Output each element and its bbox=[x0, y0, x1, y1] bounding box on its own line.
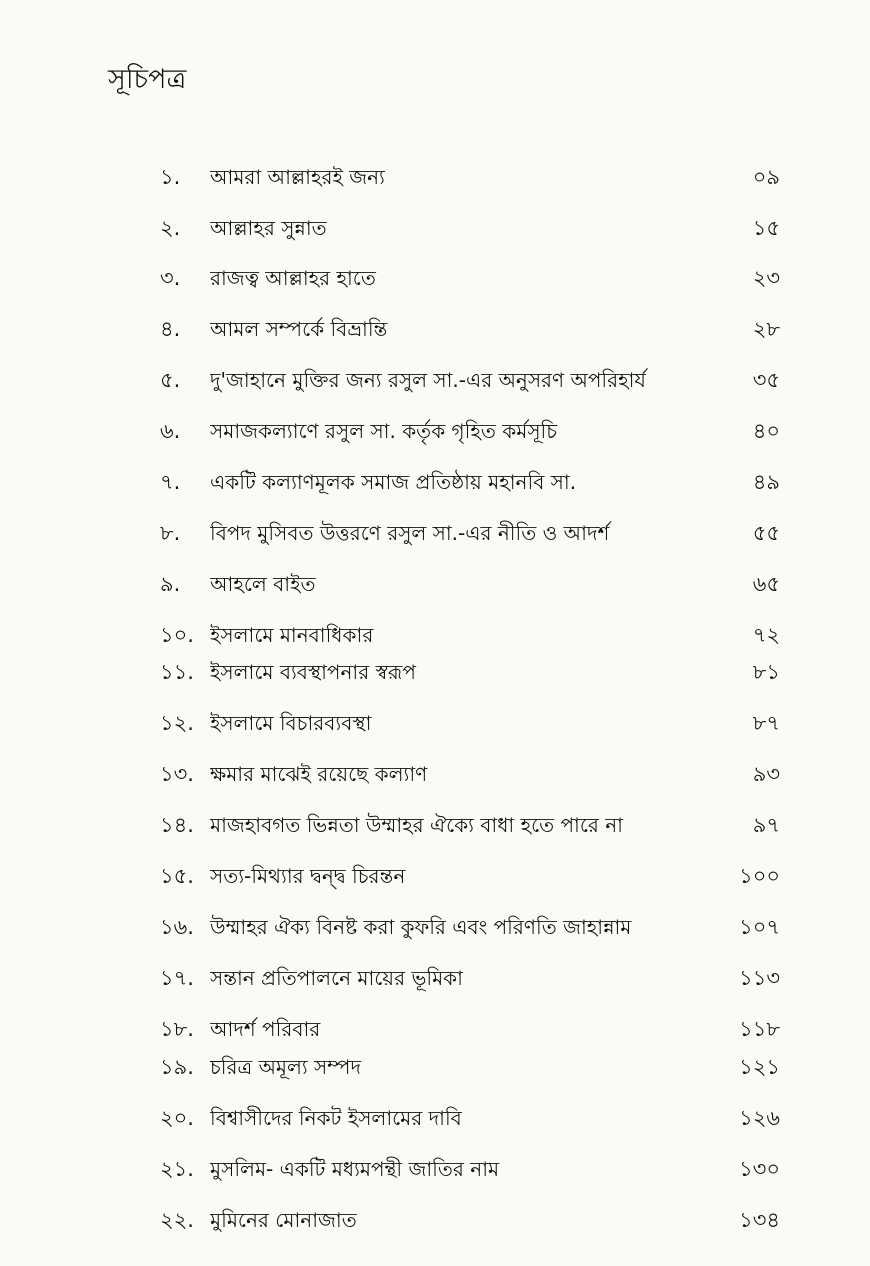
toc-title: উম্মাহর ঐক্য বিনষ্ট করা কুফরি এবং পরিণতি জাহান্নাম bbox=[210, 915, 632, 939]
toc-page-number: ১১৮ bbox=[739, 1017, 780, 1041]
toc-page-number: ৯৩ bbox=[752, 762, 780, 786]
toc-title: বিপদ মুসিবত উত্তরণে রসুল সা.-এর নীতি ও আদর্শ bbox=[210, 521, 610, 545]
toc-row bbox=[160, 1203, 780, 1237]
toc-page-number: ৬৫ bbox=[752, 572, 780, 596]
toc-row bbox=[160, 910, 780, 944]
toc-page-number: ১৩০ bbox=[739, 1157, 780, 1181]
toc-title: দু'জাহানে মুক্তির জন্য রসুল সা.-এর অনুসরণ অপরিহার্য bbox=[210, 368, 646, 392]
toc-number: ১৩. bbox=[160, 762, 194, 786]
toc-page-number: ২৮ bbox=[752, 317, 780, 341]
toc-number: ১. bbox=[160, 165, 181, 189]
toc-page-number: ৮৭ bbox=[752, 711, 780, 735]
toc-number: ৯. bbox=[160, 572, 181, 596]
toc-number: ১৮. bbox=[160, 1017, 194, 1041]
toc-page-number: ১১৩ bbox=[739, 966, 780, 990]
toc-number: ৮. bbox=[160, 521, 181, 545]
toc-page-number: ৭২ bbox=[752, 623, 780, 647]
toc-row bbox=[160, 312, 780, 346]
toc-title: সমাজকল্যাণে রসুল সা. কর্তৃক গৃহিত কর্মসূচি bbox=[210, 419, 558, 443]
toc-number: ১১. bbox=[160, 660, 194, 684]
toc-page-number: ১০০ bbox=[739, 864, 780, 888]
toc-number: ১৫. bbox=[160, 864, 194, 888]
toc-title: চরিত্র অমূল্য সম্পদ bbox=[210, 1055, 361, 1079]
toc-title: রাজত্ব আল্লাহর হাতে bbox=[210, 266, 376, 290]
toc-number: ৫. bbox=[160, 368, 181, 392]
toc-number: ৭. bbox=[160, 470, 181, 494]
toc-page-number: ৯৭ bbox=[752, 813, 780, 837]
toc-title: বিশ্বাসীদের নিকট ইসলামের দাবি bbox=[210, 1106, 462, 1130]
toc-row bbox=[160, 859, 780, 893]
toc-row bbox=[160, 465, 780, 499]
toc-page-number: ১৫ bbox=[752, 216, 780, 240]
toc-title: মুসলিম- একটি মধ্যমপন্থী জাতির নাম bbox=[210, 1157, 500, 1181]
toc-number: ৩. bbox=[160, 266, 181, 290]
toc-title: ইসলামে বিচারব্যবস্থা bbox=[210, 711, 372, 735]
toc-row bbox=[160, 757, 780, 791]
toc-row bbox=[160, 261, 780, 295]
toc-title: আমল সম্পর্কে বিভ্রান্তি bbox=[210, 317, 388, 341]
toc-row bbox=[160, 211, 780, 245]
toc-page-number: ২৩ bbox=[752, 266, 780, 290]
toc-title: মুমিনের মোনাজাত bbox=[210, 1208, 357, 1232]
toc-row bbox=[160, 516, 780, 550]
toc-title: সন্তান প্রতিপালনে মায়ের ভূমিকা bbox=[210, 966, 463, 990]
toc-row bbox=[160, 706, 780, 740]
toc-number: ১৪. bbox=[160, 813, 194, 837]
toc-row bbox=[160, 961, 780, 995]
toc-number: ১৯. bbox=[160, 1055, 194, 1079]
toc-row bbox=[160, 1101, 780, 1135]
toc-number: ২০. bbox=[160, 1106, 194, 1130]
toc-page-number: ৩৫ bbox=[752, 368, 780, 392]
toc-page-number: ১০৭ bbox=[739, 915, 780, 939]
toc-row bbox=[160, 160, 780, 194]
toc-title: একটি কল্যাণমূলক সমাজ প্রতিষ্ঠায় মহানবি সা. bbox=[210, 470, 577, 494]
toc-page-number: ৪৯ bbox=[752, 470, 780, 494]
toc-row bbox=[160, 618, 780, 652]
toc-page-number: ৮১ bbox=[752, 660, 780, 684]
toc-page-number: ১২১ bbox=[739, 1055, 780, 1079]
toc-number: ১৭. bbox=[160, 966, 194, 990]
toc-page-number: ১৩৪ bbox=[739, 1208, 780, 1232]
toc-number: ১২. bbox=[160, 711, 194, 735]
toc-number: ৬. bbox=[160, 419, 181, 443]
toc-row bbox=[160, 414, 780, 448]
toc-number: ৪. bbox=[160, 317, 181, 341]
toc-title: মাজহাবগত ভিন্নতা উম্মাহর ঐক্যে বাধা হতে পারে না bbox=[210, 813, 623, 837]
toc-row bbox=[160, 363, 780, 397]
toc-row bbox=[160, 567, 780, 601]
page-title: সূচিপত্র bbox=[108, 64, 187, 95]
toc-title: ইসলামে ব্যবস্থাপনার স্বরূপ bbox=[210, 660, 416, 684]
toc-page-number: ১২৬ bbox=[739, 1106, 780, 1130]
toc-number: ২. bbox=[160, 216, 181, 240]
toc-number: ২১. bbox=[160, 1157, 194, 1181]
toc-title: ইসলামে মানবাধিকার bbox=[210, 623, 374, 647]
toc-row bbox=[160, 1012, 780, 1046]
toc-number: ১৬. bbox=[160, 915, 194, 939]
toc-title: ক্ষমার মাঝেই রয়েছে কল্যাণ bbox=[210, 762, 428, 786]
toc-number: ১০. bbox=[160, 623, 194, 647]
toc-title: আহলে বাইত bbox=[210, 572, 316, 596]
toc-title: আমরা আল্লাহরই জন্য bbox=[210, 165, 385, 189]
toc-row bbox=[160, 655, 780, 689]
toc-page-number: ০৯ bbox=[752, 165, 780, 189]
toc-title: আদর্শ পরিবার bbox=[210, 1017, 321, 1041]
toc-row bbox=[160, 1152, 780, 1186]
toc-number: ২২. bbox=[160, 1208, 194, 1232]
toc-row bbox=[160, 1050, 780, 1084]
toc-page-number: ৫৫ bbox=[752, 521, 780, 545]
toc-title: সত্য-মিথ্যার দ্বন্দ্ব চিরন্তন bbox=[210, 864, 406, 888]
toc-row bbox=[160, 808, 780, 842]
toc-page-number: ৪০ bbox=[752, 419, 780, 443]
toc-title: আল্লাহর সুন্নাত bbox=[210, 216, 327, 240]
